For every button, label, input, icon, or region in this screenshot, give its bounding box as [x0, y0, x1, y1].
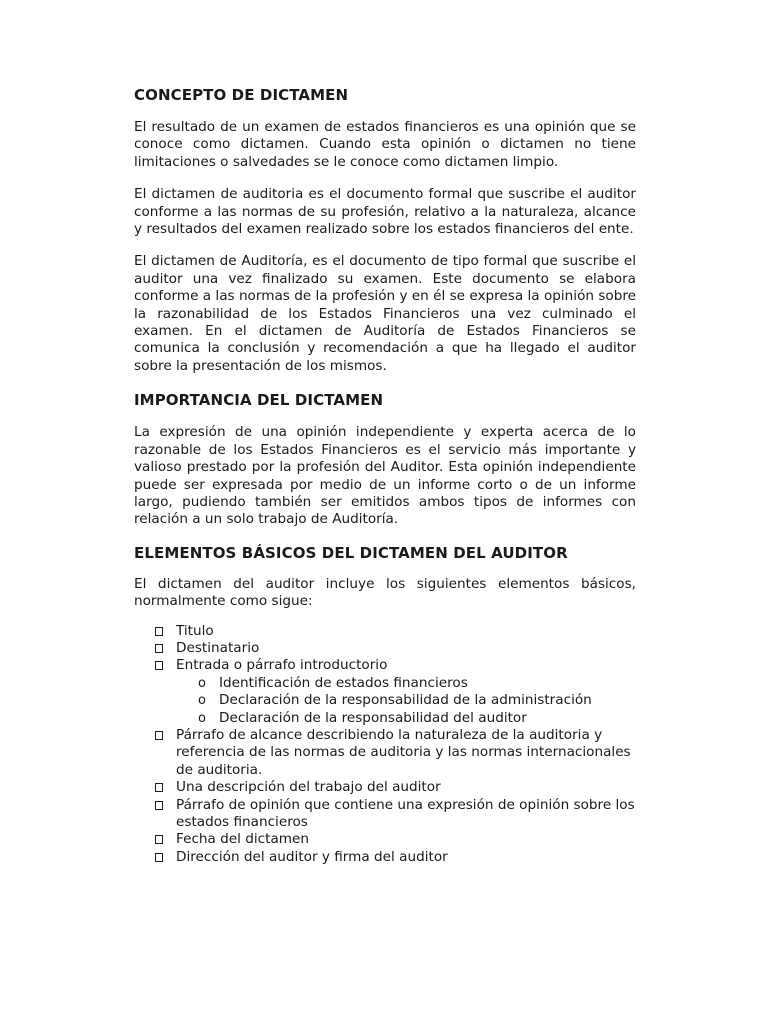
list-item [134, 779, 636, 796]
list-item-text: Fecha del dictamen [176, 831, 310, 848]
circle-bullet-icon: o [198, 710, 206, 726]
list-item-text: Una descripción del trabajo del auditor [176, 779, 441, 796]
list-item [134, 849, 636, 866]
list-item [134, 623, 636, 640]
circle-bullet-icon: o [198, 693, 206, 709]
list-item-text: Párrafo de opinión que contiene una expresión de opinión sobre los estados financieros [176, 796, 635, 830]
list-item [134, 797, 636, 832]
list-item [134, 640, 636, 657]
paragraph: El resultado de un examen de estados financieros es una opinión que se conoce como dictamen. Cuando esta opinión o dictamen no tiene limitaciones o salvedades se le conoce como dictamen limpio. [134, 119, 636, 170]
paragraph: El dictamen del auditor incluye los siguientes elementos básicos, normalmente como sigue: [134, 575, 636, 610]
square-bullet-icon [155, 661, 163, 670]
document-body [134, 84, 636, 866]
square-bullet-icon [155, 783, 163, 792]
heading-elementos: ELEMENTOS BÁSICOS DEL DICTAMEN DEL AUDITOR [134, 543, 568, 562]
sub-list-item-text: Identificación de estados financieros [219, 674, 468, 691]
paragraph: La expresión de una opinión independiente y experta acerca de lo razonable de los Estados Financieros es el servicio más importante y valioso prestado por la profesión del Auditor. Esta opinión independiente puede ser expresada por medio de un informe corto o de un informe largo, pudiendo también ser emitidos ambos tipos de informes con relación a un solo trabajo de Auditoría. [134, 424, 636, 528]
square-bullet-icon [155, 731, 163, 740]
heading-concepto: CONCEPTO DE DICTAMEN [134, 86, 349, 104]
list-item-text: Párrafo de alcance describiendo la naturaleza de la auditoria y referencia de las normas de auditoria y las normas internacionales de auditoria. [176, 726, 631, 778]
square-bullet-icon [155, 853, 163, 862]
sub-list [176, 675, 636, 727]
elements-list [134, 623, 636, 867]
circle-bullet-icon: o [198, 675, 206, 691]
heading-importancia: IMPORTANCIA DEL DICTAMEN [134, 391, 384, 410]
list-item [134, 657, 636, 727]
square-bullet-icon [155, 835, 163, 844]
square-bullet-icon [155, 627, 163, 636]
list-item-text: Titulo [176, 622, 214, 639]
list-item-text: Entrada o párrafo introductorio [176, 657, 388, 674]
list-item-text: Dirección del auditor y firma del auditor [176, 848, 448, 865]
sub-list-item [176, 710, 636, 727]
square-bullet-icon [155, 801, 163, 810]
paragraph: El dictamen de Auditoría, es el documento de tipo formal que suscribe el auditor una vez finalizado su examen. Este documento se elabora conforme a las normas de la profesión y en él se expresa la opinión sobre la razonabilidad de los Estados Financieros una vez culminado el examen. En el dictamen de Auditoría de Estados Financieros se comunica la conclusión y recomendación a que ha llegado el auditor sobre la presentación de los mismos. [134, 253, 636, 374]
square-bullet-icon [155, 644, 163, 653]
list-item [134, 727, 636, 779]
paragraph: El dictamen de auditoria es el documento formal que suscribe el auditor conforme a las normas de su profesión, relativo a la naturaleza, alcance y resultados del examen realizado sobre los estados financieros del ente. [134, 186, 636, 238]
sub-list-item-text: Declaración de la responsabilidad del auditor [219, 709, 527, 726]
list-item [134, 831, 636, 848]
sub-list-item [176, 675, 636, 692]
sub-list-item [176, 692, 636, 709]
list-item-text: Destinatario [176, 639, 260, 656]
sub-list-item-text: Declaración de la responsabilidad de la administración [219, 692, 592, 709]
